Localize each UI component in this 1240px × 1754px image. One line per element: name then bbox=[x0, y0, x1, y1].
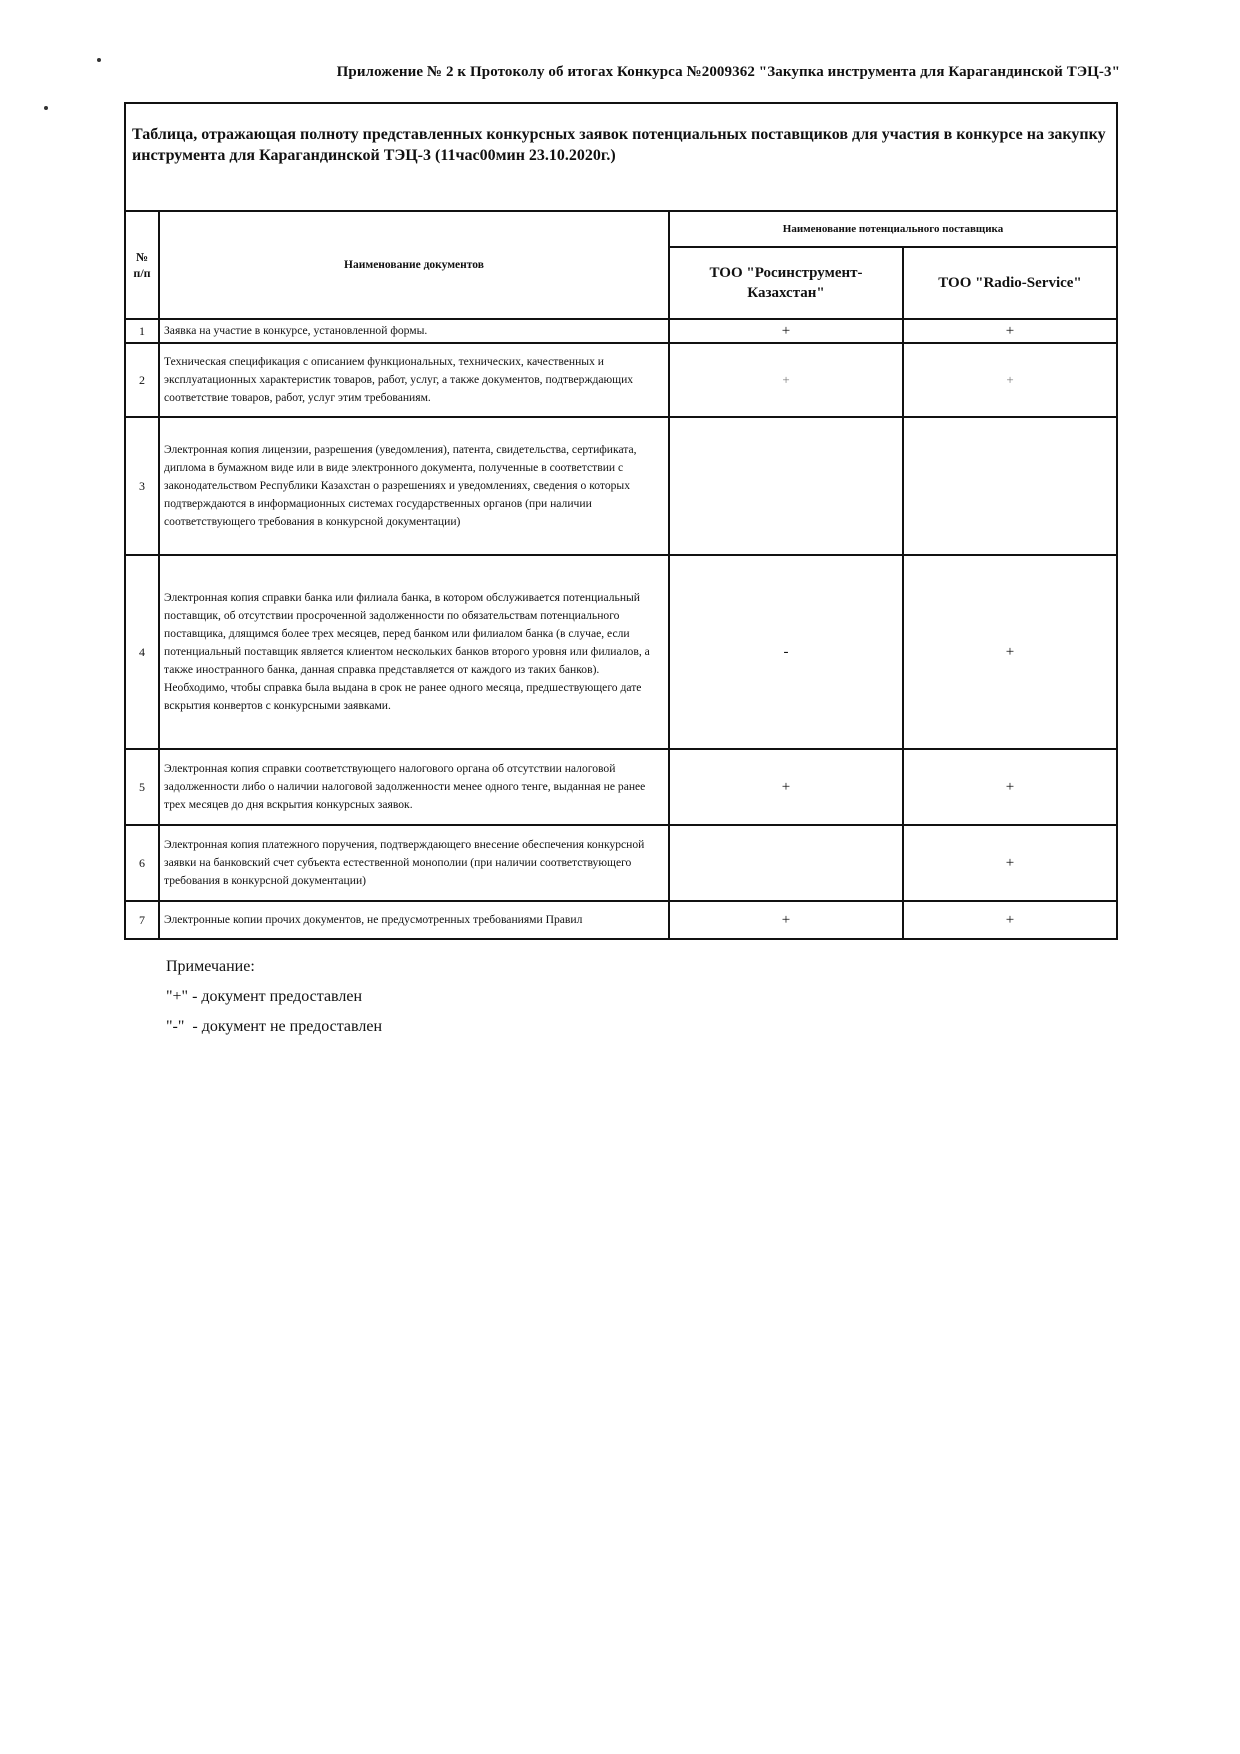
document-name: Электронная копия справки банка или филиала банка, в котором обслуживается потенциальный поставщик, об отсутствии просроченной задолженности по обязательствам потенциального поставщика, длящимся более трех месяцев, перед банком или филиалом банка (в случае, если потенциальный поставщик является клиентом нескольких банков второго уровня или филиалов, а также иностранного банка, данная справка представляется от каждого из таких банков). Необходимо, чтобы справка была выдана в срок не ранее одного месяца, предшествующего дате вскрытия конвертов с конкурсными заявками. bbox=[159, 555, 669, 749]
column-header-suppliers: Наименование потенциального поставщика bbox=[669, 211, 1117, 247]
column-header-number-line2: п/п bbox=[133, 266, 151, 280]
column-header-number-line1: № bbox=[135, 250, 149, 264]
row-number: 5 bbox=[125, 749, 159, 825]
mark-supplier-1: + bbox=[669, 319, 903, 343]
column-header-number bbox=[125, 211, 159, 319]
scan-speck bbox=[44, 106, 48, 110]
supplier-name-2 bbox=[903, 247, 1117, 319]
table-title-row bbox=[125, 103, 1117, 211]
supplier-name-1-line2: Казахстан" bbox=[747, 285, 825, 301]
column-header-documents: Наименование документов bbox=[159, 211, 669, 319]
document-name: Техническая спецификация с описанием функциональных, технических, качественных и эксплуатационных характеристик товаров, работ, услуг, а также документов, подтверждающих соответствие товаров, работ, услуг этим требованиям. bbox=[159, 343, 669, 417]
row-number: 6 bbox=[125, 825, 159, 901]
notes-legend-minus: "-" - документ не предоставлен bbox=[166, 1018, 383, 1035]
supplier-name-2-line1: ТОО "Radio-Service" bbox=[938, 275, 1082, 291]
table-header-row bbox=[125, 211, 1117, 247]
mark-supplier-1: + bbox=[669, 343, 903, 417]
mark-supplier-1 bbox=[669, 825, 903, 901]
document-name: Заявка на участие в конкурсе, установленной формы. bbox=[159, 319, 669, 343]
row-number: 4 bbox=[125, 555, 159, 749]
mark-supplier-2 bbox=[903, 417, 1117, 555]
table-title: Таблица, отражающая полноту представленных конкурсных заявок потенциальных поставщиков для участия в конкурсе на закупку инструмента для Карагандинской ТЭЦ-3 (11час00мин 23.10.2020г.) bbox=[125, 103, 1117, 211]
page-header: Приложение № 2 к Протоколу об итогах Конкурса №2009362 "Закупка инструмента для Карагандинской ТЭЦ-3" bbox=[336, 64, 1120, 80]
notes-title: Примечание: bbox=[166, 958, 255, 975]
table-row bbox=[125, 749, 1117, 825]
document-name: Электронные копии прочих документов, не предусмотренных требованиями Правил bbox=[159, 901, 669, 939]
mark-supplier-2: + bbox=[903, 555, 1117, 749]
table-row bbox=[125, 825, 1117, 901]
scan-speck bbox=[97, 58, 101, 62]
row-number: 3 bbox=[125, 417, 159, 555]
mark-supplier-2: + bbox=[903, 319, 1117, 343]
mark-supplier-1: - bbox=[669, 555, 903, 749]
notes-section bbox=[166, 952, 382, 1042]
mark-supplier-2: + bbox=[903, 343, 1117, 417]
supplier-name-1-line1: ТОО "Росинструмент- bbox=[709, 265, 863, 281]
table-row bbox=[125, 901, 1117, 939]
completeness-table bbox=[124, 102, 1118, 940]
notes-legend-plus: "+" - документ предоставлен bbox=[166, 988, 363, 1005]
table-row bbox=[125, 555, 1117, 749]
table-row bbox=[125, 417, 1117, 555]
table-row bbox=[125, 319, 1117, 343]
mark-supplier-2: + bbox=[903, 825, 1117, 901]
mark-supplier-1 bbox=[669, 417, 903, 555]
document-name: Электронная копия платежного поручения, подтверждающего внесение обеспечения конкурсной заявки на банковский счет субъекта естественной монополии (при наличии соответствующего требования в конкурсной документации) bbox=[159, 825, 669, 901]
mark-supplier-1: + bbox=[669, 901, 903, 939]
document-name: Электронная копия справки соответствующего налогового органа об отсутствии налоговой задолженности либо о наличии налоговой задолженности менее одного тенге, выданная не ранее трех месяцев до дня вскрытия конкурсных заявок. bbox=[159, 749, 669, 825]
mark-supplier-2: + bbox=[903, 749, 1117, 825]
mark-supplier-1: + bbox=[669, 749, 903, 825]
supplier-name-1 bbox=[669, 247, 903, 319]
row-number: 2 bbox=[125, 343, 159, 417]
mark-supplier-2: + bbox=[903, 901, 1117, 939]
row-number: 1 bbox=[125, 319, 159, 343]
row-number: 7 bbox=[125, 901, 159, 939]
document-name: Электронная копия лицензии, разрешения (уведомления), патента, свидетельства, сертификата, диплома в бумажном виде или в виде электронного документа, полученные в соответствии с законодательством Республики Казахстан о разрешениях и уведомлениях, сведения о которых подтверждаются в информационных системах государственных органов (при наличии соответствующего требования в конкурсной документации) bbox=[159, 417, 669, 555]
table-row bbox=[125, 343, 1117, 417]
